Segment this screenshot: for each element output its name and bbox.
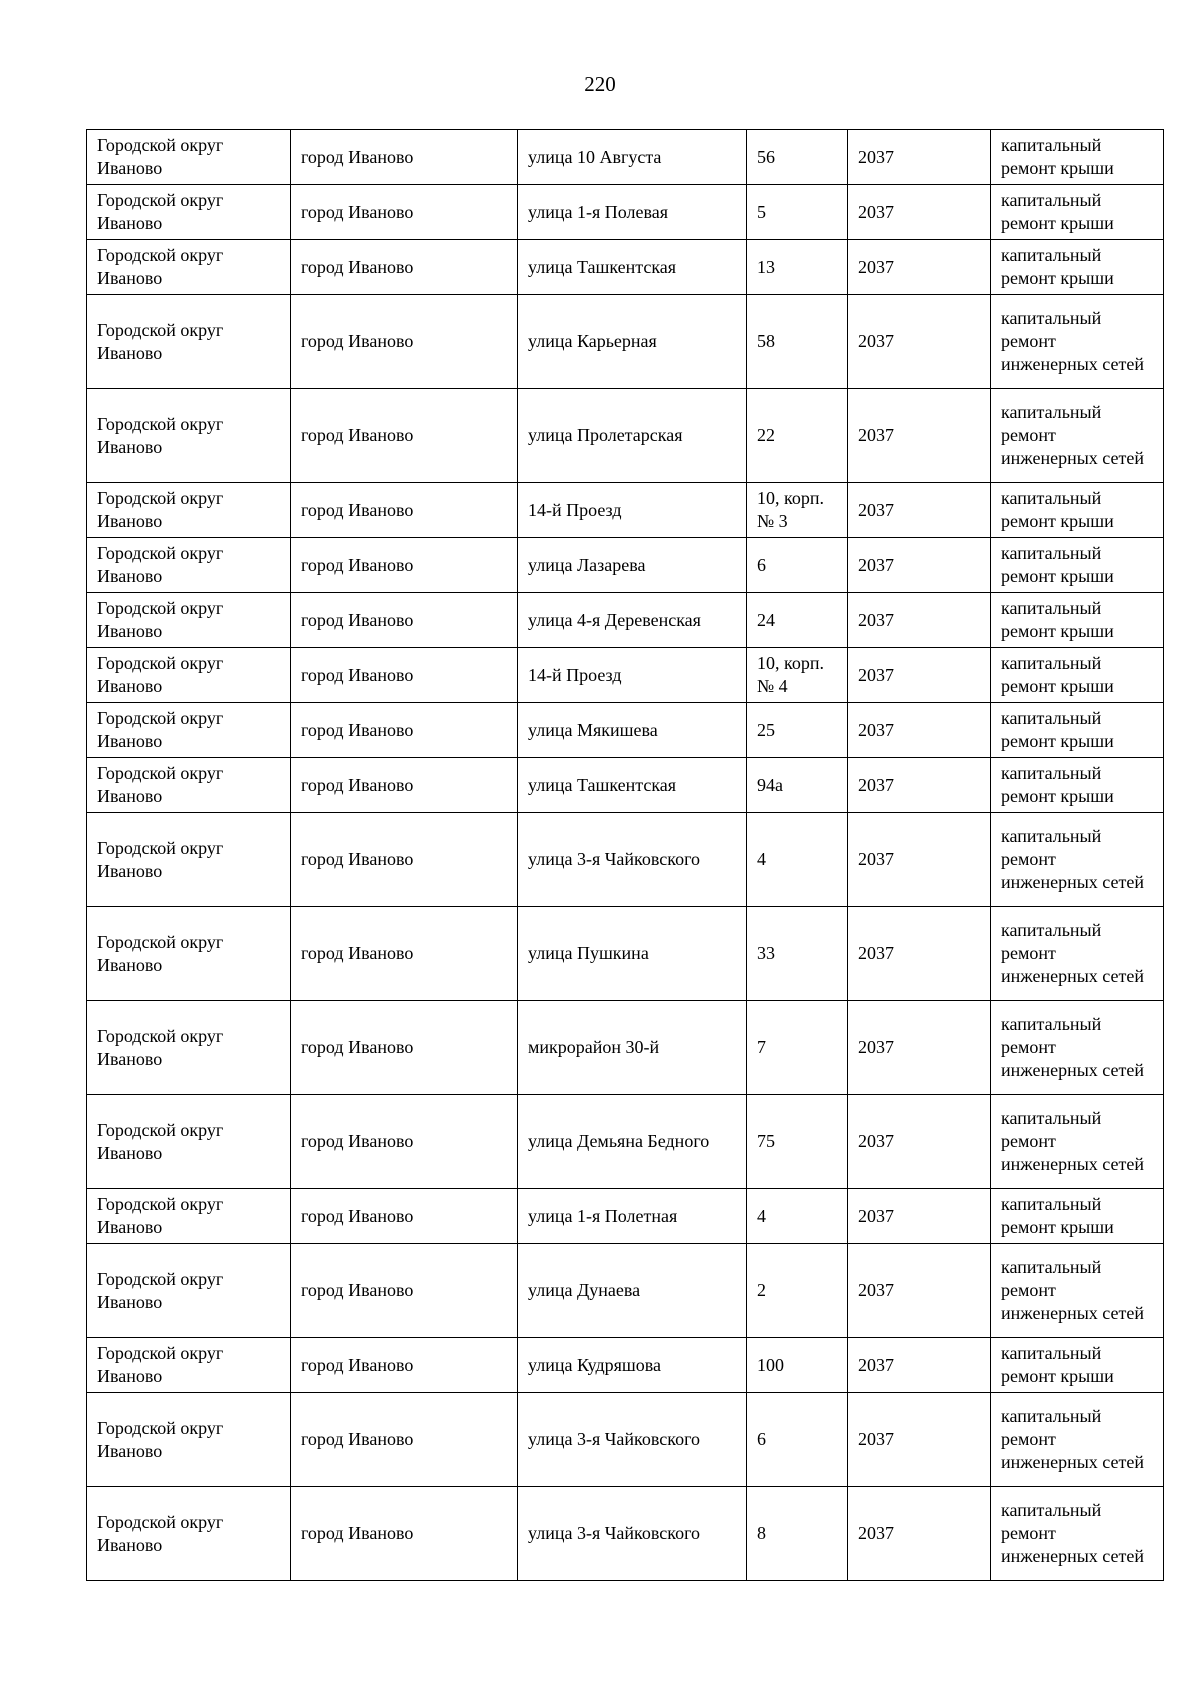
cell-district: Городской округ Иваново [87,1487,291,1581]
cell-year: 2037 [848,703,991,758]
cell-settlement: город Иваново [291,389,518,483]
cell-house: 4 [747,1189,848,1244]
table-row [87,813,1164,907]
cell-house: 56 [747,130,848,185]
cell-settlement: город Иваново [291,240,518,295]
cell-work: капитальный ремонт инженерных сетей [991,1393,1164,1487]
cell-year: 2037 [848,1001,991,1095]
cell-house: 33 [747,907,848,1001]
cell-work: капитальный ремонт инженерных сетей [991,389,1164,483]
cell-street: улица Мякишева [518,703,747,758]
cell-year: 2037 [848,130,991,185]
table-row [87,483,1164,538]
cell-year: 2037 [848,1338,991,1393]
cell-house: 10, корп. № 3 [747,483,848,538]
cell-year: 2037 [848,538,991,593]
cell-house: 94а [747,758,848,813]
cell-house: 10, корп. № 4 [747,648,848,703]
cell-district: Городской округ Иваново [87,1095,291,1189]
cell-work: капитальный ремонт крыши [991,758,1164,813]
cell-street: улица Карьерная [518,295,747,389]
cell-street: 14-й Проезд [518,483,747,538]
cell-settlement: город Иваново [291,758,518,813]
cell-settlement: город Иваново [291,703,518,758]
cell-district: Городской округ Иваново [87,648,291,703]
cell-settlement: город Иваново [291,295,518,389]
cell-street: улица 3-я Чайковского [518,1487,747,1581]
cell-work: капитальный ремонт крыши [991,538,1164,593]
cell-settlement: город Иваново [291,593,518,648]
table-row [87,1487,1164,1581]
cell-street: улица Кудряшова [518,1338,747,1393]
cell-work: капитальный ремонт инженерных сетей [991,1244,1164,1338]
cell-district: Городской округ Иваново [87,538,291,593]
cell-settlement: город Иваново [291,1001,518,1095]
cell-year: 2037 [848,907,991,1001]
table-row [87,1393,1164,1487]
table-row [87,1095,1164,1189]
cell-house: 6 [747,1393,848,1487]
cell-settlement: город Иваново [291,1095,518,1189]
table-row [87,907,1164,1001]
cell-year: 2037 [848,295,991,389]
cell-work: капитальный ремонт инженерных сетей [991,295,1164,389]
table-row [87,1244,1164,1338]
cell-settlement: город Иваново [291,1189,518,1244]
cell-work: капитальный ремонт крыши [991,648,1164,703]
table-row [87,130,1164,185]
cell-settlement: город Иваново [291,648,518,703]
table-row [87,1001,1164,1095]
cell-year: 2037 [848,1487,991,1581]
cell-house: 75 [747,1095,848,1189]
cell-year: 2037 [848,1393,991,1487]
cell-year: 2037 [848,1095,991,1189]
cell-year: 2037 [848,240,991,295]
cell-work: капитальный ремонт крыши [991,593,1164,648]
cell-district: Городской округ Иваново [87,130,291,185]
cell-year: 2037 [848,1244,991,1338]
cell-street: улица 3-я Чайковского [518,813,747,907]
cell-street: улица 10 Августа [518,130,747,185]
cell-house: 5 [747,185,848,240]
cell-street: улица 1-я Полевая [518,185,747,240]
cell-house: 100 [747,1338,848,1393]
cell-district: Городской округ Иваново [87,907,291,1001]
cell-house: 25 [747,703,848,758]
cell-settlement: город Иваново [291,1487,518,1581]
cell-work: капитальный ремонт инженерных сетей [991,1487,1164,1581]
cell-work: капитальный ремонт крыши [991,1338,1164,1393]
cell-year: 2037 [848,1189,991,1244]
cell-settlement: город Иваново [291,130,518,185]
table-row [87,703,1164,758]
cell-district: Городской округ Иваново [87,240,291,295]
cell-street: улица Ташкентская [518,240,747,295]
cell-house: 13 [747,240,848,295]
cell-street: улица 4-я Деревенская [518,593,747,648]
table-row [87,295,1164,389]
cell-settlement: город Иваново [291,1393,518,1487]
cell-district: Городской округ Иваново [87,1338,291,1393]
cell-year: 2037 [848,648,991,703]
table-row [87,240,1164,295]
cell-house: 24 [747,593,848,648]
cell-house: 6 [747,538,848,593]
cell-settlement: город Иваново [291,1244,518,1338]
cell-street: улица Пролетарская [518,389,747,483]
cell-district: Городской округ Иваново [87,185,291,240]
cell-year: 2037 [848,389,991,483]
cell-street: улица Лазарева [518,538,747,593]
page-number: 220 [584,72,616,96]
cell-settlement: город Иваново [291,907,518,1001]
cell-work: капитальный ремонт инженерных сетей [991,813,1164,907]
cell-house: 4 [747,813,848,907]
cell-year: 2037 [848,483,991,538]
cell-year: 2037 [848,185,991,240]
cell-house: 7 [747,1001,848,1095]
repair-schedule-table [86,129,1164,1581]
table-row [87,758,1164,813]
table-row [87,185,1164,240]
cell-house: 58 [747,295,848,389]
cell-work: капитальный ремонт крыши [991,240,1164,295]
cell-work: капитальный ремонт инженерных сетей [991,1001,1164,1095]
cell-district: Городской округ Иваново [87,813,291,907]
cell-street: улица Дунаева [518,1244,747,1338]
cell-district: Городской округ Иваново [87,483,291,538]
cell-district: Городской округ Иваново [87,1189,291,1244]
cell-street: микрорайон 30-й [518,1001,747,1095]
cell-settlement: город Иваново [291,185,518,240]
cell-year: 2037 [848,758,991,813]
cell-district: Городской округ Иваново [87,389,291,483]
cell-work: капитальный ремонт крыши [991,185,1164,240]
cell-work: капитальный ремонт крыши [991,130,1164,185]
cell-district: Городской округ Иваново [87,703,291,758]
cell-work: капитальный ремонт крыши [991,483,1164,538]
table-body [87,130,1164,1581]
table-row [87,593,1164,648]
cell-street: улица 3-я Чайковского [518,1393,747,1487]
cell-settlement: город Иваново [291,1338,518,1393]
table-row [87,538,1164,593]
cell-street: 14-й Проезд [518,648,747,703]
cell-house: 8 [747,1487,848,1581]
cell-settlement: город Иваново [291,538,518,593]
table-row [87,389,1164,483]
cell-settlement: город Иваново [291,483,518,538]
cell-street: улица 1-я Полетная [518,1189,747,1244]
cell-settlement: город Иваново [291,813,518,907]
cell-district: Городской округ Иваново [87,1001,291,1095]
cell-district: Городской округ Иваново [87,1244,291,1338]
cell-street: улица Ташкентская [518,758,747,813]
table-row [87,1338,1164,1393]
cell-year: 2037 [848,813,991,907]
cell-district: Городской округ Иваново [87,593,291,648]
cell-work: капитальный ремонт крыши [991,1189,1164,1244]
cell-work: капитальный ремонт инженерных сетей [991,1095,1164,1189]
cell-street: улица Демьяна Бедного [518,1095,747,1189]
cell-work: капитальный ремонт крыши [991,703,1164,758]
cell-street: улица Пушкина [518,907,747,1001]
cell-district: Городской округ Иваново [87,295,291,389]
cell-district: Городской округ Иваново [87,758,291,813]
cell-district: Городской округ Иваново [87,1393,291,1487]
cell-work: капитальный ремонт инженерных сетей [991,907,1164,1001]
cell-house: 22 [747,389,848,483]
cell-year: 2037 [848,593,991,648]
table-row [87,1189,1164,1244]
table-row [87,648,1164,703]
cell-house: 2 [747,1244,848,1338]
